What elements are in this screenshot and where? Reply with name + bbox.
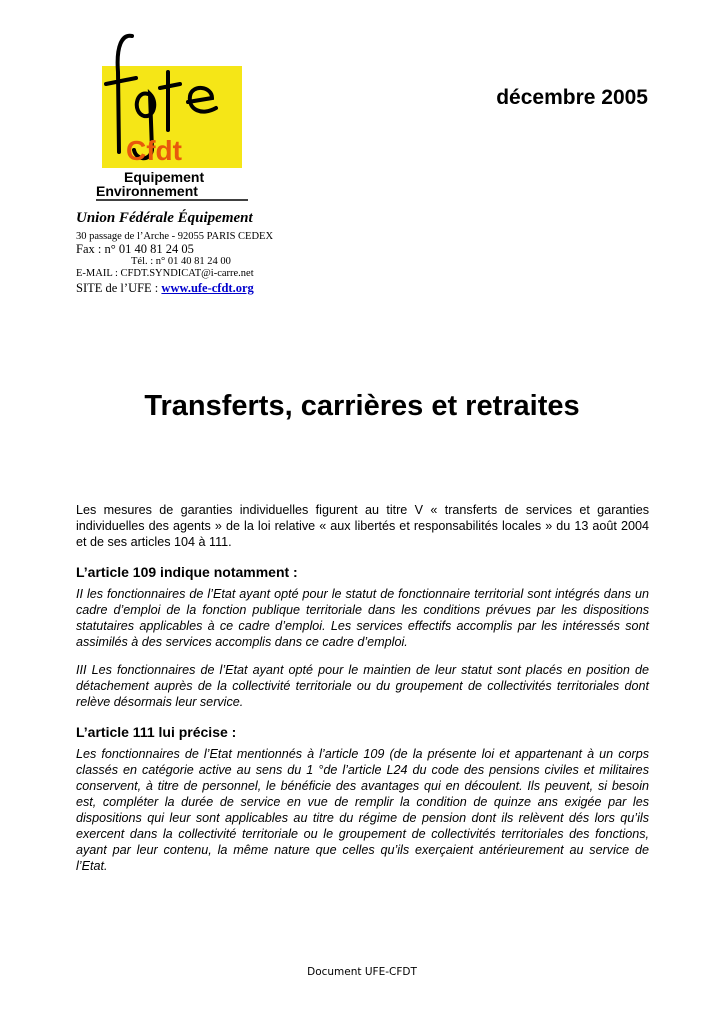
org-site-link[interactable]: www.ufe-cfdt.org xyxy=(161,281,254,295)
document-date: décembre 2005 xyxy=(496,86,648,109)
svg-text:Cfdt: Cfdt xyxy=(126,135,182,166)
org-block xyxy=(76,210,273,296)
section2-heading: L’article 111 lui précise : xyxy=(76,724,237,740)
svg-text:Equipement: Equipement xyxy=(124,169,205,185)
section1-heading: L’article 109 indique notamment : xyxy=(76,564,298,580)
org-email: E-MAIL : CFDT.SYNDICAT@i-carre.net xyxy=(76,268,254,279)
fgte-cfdt-logo xyxy=(92,32,252,202)
org-site-label: SITE de l’UFE : xyxy=(76,281,162,295)
page-footer: Document UFE-CFDT xyxy=(307,966,417,978)
section1-paragraph-2: III Les fonctionnaires de l’Etat ayant opté pour le maintien de leur statut sont placés en position de détachement auprès de la collectivité territoriale ou du groupement de collectivités territoriales dont relève désormais leur service. xyxy=(76,663,649,709)
org-fax: Fax : n° 01 40 81 24 05 xyxy=(76,242,194,256)
intro-paragraph: Les mesures de garanties individuelles figurent au titre V « transferts de services et garanties individuelles des agents » de la loi relative « aux libertés et responsabilités locales » du 13 août 2004 et de ses articles 104 à 111. xyxy=(76,503,649,549)
org-site xyxy=(76,280,273,296)
org-address: 30 passage de l’Arche - 92055 PARIS CEDEX xyxy=(76,231,274,242)
section2-paragraph-1: Les fonctionnaires de l’Etat mentionnés à l’article 109 (de la présente loi et appartenant à un corps classés en catégorie active au sens du 1 °de l’article L24 du code des pensions civiles et militaires conservent, à titre de personnel, le bénéficie des avantages qui en découlent. Ils peuvent, si besoin est, compléter la durée de service en vue de remplir la condition de quinze ans exigée par les dispositions qui leur sont applicables au titre du régime de pension dont ils relèvent dés lors qu’ils exercent dans la collectivité territoriale ou le groupement de collectivités territoriales des fonctions, ayant par leur contenu, la même nature que celles qu’ils exerçaient antérieurement au service de l’Etat. xyxy=(76,747,649,873)
org-tel: Tél. : n° 01 40 81 24 00 xyxy=(131,256,231,267)
org-name: Union Fédérale Équipement xyxy=(76,210,253,226)
page-title: Transferts, carrières et retraites xyxy=(144,390,580,422)
svg-text:Environnement: Environnement xyxy=(96,183,198,199)
section1-paragraph-1: II les fonctionnaires de l’Etat ayant opté pour le statut de fonctionnaire territorial sont intégrés dans un cadre d’emploi de la fonction publique territoriale dans les conditions prévues par les dispositions statutaires applicables à ce cadre d’emploi. Les services effectifs accomplis par les intéressés sont assimilés à des services accomplis dans ce cadre d’emploi. xyxy=(76,587,649,649)
